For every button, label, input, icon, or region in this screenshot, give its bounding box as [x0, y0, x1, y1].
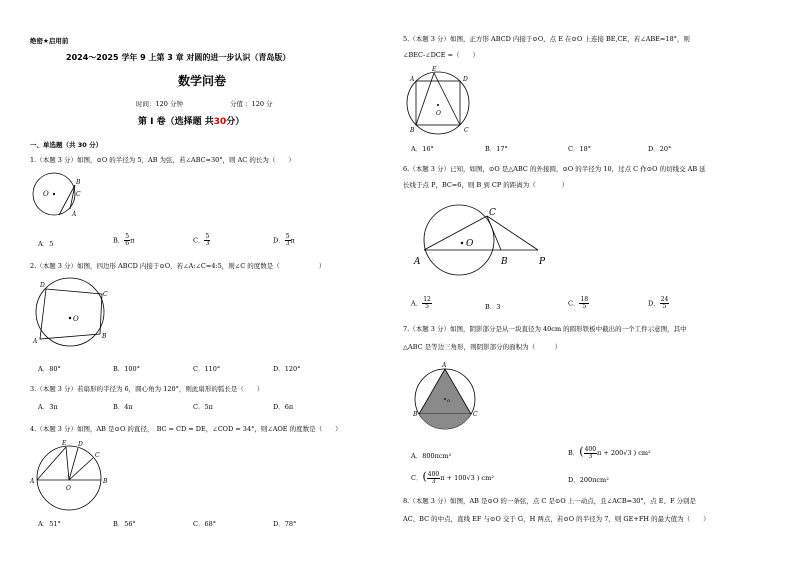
q1-option-c-label: C． — [193, 236, 205, 245]
q2-label-a: A — [33, 338, 38, 345]
q1-option-b-tail: π — [130, 236, 135, 245]
section-title: 一、单选题（共 30 分） — [30, 141, 103, 149]
q5-label-o: O — [436, 110, 441, 117]
q7-option-b-fraction — [584, 447, 597, 460]
q5-label-c: C — [464, 127, 469, 134]
q4-option-a[interactable]: A．51° — [38, 520, 61, 528]
q1-label-o: O — [43, 190, 49, 198]
q1-label-a: A — [72, 211, 77, 218]
part-score: 30 — [213, 117, 227, 127]
q6-label-o: O — [466, 239, 474, 249]
subject-title: 数学问卷 — [178, 74, 227, 88]
q6-figure — [413, 205, 553, 275]
q6-option-b[interactable]: B．3 — [485, 303, 501, 311]
q2-stem: 2.（本题 3 分）如图，四边形 ABCD 内接于⊙O，若∠A:∠C=4:5，则∠C 的度数是（ ） — [30, 262, 326, 270]
exam-title: 2024～2025 学年 9 上第 3 章 对圆的进一步认识（青岛版） — [66, 53, 291, 62]
q2-circle — [36, 278, 104, 346]
q5-stem-line1: 5.（本题 3 分）如图，正方形 ABCD 内接于⊙O，点 E 在⊙O 上连接 BE,CE，若∠ABE=18°，则 — [403, 35, 690, 43]
q2-label-o: O — [73, 315, 79, 323]
q1-option-b-den: 6 — [125, 240, 130, 247]
q4-label-b: B — [103, 478, 108, 485]
q7-option-d[interactable]: D．200πcm² — [568, 476, 609, 484]
q1-label-b: B — [76, 179, 81, 186]
q1-option-b-label: B． — [113, 236, 125, 245]
q2-option-c[interactable]: C．110° — [193, 365, 221, 373]
q4-radius-e — [66, 447, 69, 480]
q7-stem-line1: 7.（本题 3 分）如图，阴影部分是从一块直径为 40cm 的圆形铁板中截出的一个工件示意图，其中 — [403, 325, 687, 333]
q1-stem: 1.（本题 3 分）如图，⊙O 的半径为 5，AB 为弦，若∠ABC=30°，则 AC 的长为（ ） — [30, 156, 295, 164]
q2-option-d[interactable]: D．120° — [273, 365, 301, 373]
q7-triangle — [419, 369, 471, 414]
q4-figure — [32, 440, 112, 500]
q6-label-b: B — [501, 257, 508, 267]
q1-figure — [32, 172, 92, 222]
q1-label-c: C — [76, 191, 81, 198]
q2-label-b: B — [102, 333, 107, 340]
q7-center-dot — [444, 398, 446, 400]
q4-label-e: E — [62, 440, 67, 447]
q1-option-a[interactable]: A．5 — [38, 240, 54, 248]
q7-option-b-den: 3 — [588, 452, 593, 460]
q4-label-c: C — [95, 452, 100, 459]
q5-label-b: B — [410, 127, 415, 134]
q6-option-d[interactable] — [648, 297, 669, 310]
q3-option-c[interactable]: C．5π — [193, 403, 213, 411]
part-title-post: 分） — [226, 117, 245, 127]
secret-label: 绝密★启用前 — [30, 37, 69, 45]
q6-line-ac — [424, 216, 487, 250]
q4-radius-d — [69, 448, 78, 480]
q4-chord-ae — [37, 447, 66, 480]
q5-center-dot — [437, 104, 439, 106]
q3-option-d[interactable]: D．6π — [273, 403, 294, 411]
q7-option-c-fraction — [427, 472, 440, 485]
q1-option-c[interactable] — [193, 234, 210, 247]
q6-option-a-label: A． — [411, 299, 423, 308]
q7-figure — [413, 362, 483, 434]
q1-chord — [70, 185, 75, 209]
q7-option-c-num: 400 — [427, 470, 440, 478]
q1-option-d[interactable] — [273, 234, 295, 247]
q8-stem-line1: 8.（本题 3 分）如图，AB 是⊙O 的一条弦，点 C 是⊙O 上一动点，且∠ACB=30°，点 E、F 分别是 — [403, 497, 697, 505]
q3-stem: 3.（本题 3 分）若扇形的半径为 6，圆心角为 120°，则此扇形的弧长是（ ） — [30, 385, 264, 393]
q7-option-b-label: B． — [568, 449, 580, 457]
q3-option-b[interactable]: B．4π — [113, 403, 133, 411]
q6-option-c[interactable] — [568, 297, 589, 310]
q5-stem-line2: ∠BEC-∠DCE =（ ） — [403, 51, 480, 59]
q6-label-c: C — [489, 208, 496, 218]
q2-option-a[interactable]: A．80° — [38, 365, 61, 373]
q1-center-dot — [53, 193, 55, 195]
q6-option-c-den: 5 — [582, 303, 587, 310]
q4-stem: 4.（本题 3 分）如图，AB 是⊙O 的直径， BC = CD = DE，∠COD = 34°，则∠AOE 的度数是（ ） — [30, 425, 342, 433]
q5-label-a: A — [410, 76, 415, 83]
q5-figure — [406, 65, 476, 137]
q6-option-a-den: 5 — [425, 303, 429, 310]
q7-option-c[interactable]: C．( $\frac{400}{3}$ π + 100√3 ) cm² — [411, 470, 494, 485]
q1-option-d-num: 5 — [285, 233, 290, 240]
q2-label-d: D — [40, 282, 45, 289]
q2-quadrilateral — [40, 289, 102, 339]
part-title — [138, 117, 244, 128]
q6-stem-line1: 6.（本题 3 分）已知，如图，⊙O 是△ABC 的外接圆，⊙O 的半径为 10，过点 C 作⊙O 的切线交 AB 延 — [403, 165, 706, 173]
q2-option-b[interactable]: B．100° — [113, 365, 140, 373]
q7-option-b-tail: π + 200√3 ) cm² — [597, 449, 651, 457]
q6-option-d-num: 24 — [660, 296, 669, 303]
q5-option-a[interactable]: A．16° — [411, 145, 434, 153]
q1-option-b[interactable] — [113, 234, 134, 247]
q4-radius-c — [69, 458, 93, 480]
q5-option-c[interactable]: C．18° — [568, 145, 591, 153]
q4-label-o: O — [66, 485, 71, 492]
q7-option-b[interactable]: B．( $\frac{400}{3}$ π + 200√3 ) cm² — [568, 445, 651, 460]
q6-option-c-fraction — [579, 297, 589, 310]
q5-label-e: E — [432, 66, 437, 73]
q6-center-dot — [461, 242, 463, 244]
q1-option-c-den: 3 — [205, 240, 210, 247]
q6-option-d-fraction — [660, 297, 670, 310]
q6-option-d-label: D． — [648, 299, 660, 308]
q2-label-c: C — [103, 291, 108, 298]
q5-square — [416, 81, 460, 125]
q6-option-a-num: 12 — [423, 296, 431, 303]
q7-label-c: C — [473, 411, 478, 418]
q8-stem-line2: AC、BC 的中点，直线 EF 与⊙O 交于 G，H 两点，若⊙O 的半径为 7，则 GE+FH 的最大值为（ ） — [403, 515, 710, 523]
q6-option-c-label: C． — [568, 299, 580, 308]
q5-option-b[interactable]: B．17° — [485, 145, 508, 153]
q3-option-a[interactable]: A．3π — [38, 403, 58, 411]
q4-option-d[interactable]: D．78° — [273, 520, 297, 528]
q6-tangent-cp — [487, 216, 538, 250]
q4-label-a: A — [30, 478, 35, 485]
q6-label-p: P — [539, 257, 546, 267]
time-label: 时间：120 分钟 — [136, 100, 183, 108]
q7-option-a[interactable]: A．800πcm² — [411, 452, 452, 460]
right-column — [403, 0, 773, 561]
left-column — [28, 0, 393, 561]
score-label: 分值 ：120 分 — [230, 100, 273, 108]
q6-stem-line2: 长线于点 P，BC=6，则 B 到 CP 的距离为（ ） — [403, 181, 569, 189]
q6-circle — [424, 205, 494, 275]
q1-option-c-num: 5 — [205, 233, 210, 240]
q4-label-d: D — [78, 441, 83, 448]
q6-option-c-num: 18 — [580, 296, 589, 303]
q7-option-c-den: 3 — [431, 477, 436, 485]
q1-option-d-den: 3 — [285, 240, 290, 247]
q7-option-c-tail: π + 100√3 ) cm² — [440, 474, 494, 482]
q7-label-o: o — [447, 398, 451, 404]
q1-option-c-fraction — [204, 234, 210, 247]
q7-label-a: A — [442, 362, 447, 369]
q2-center-dot — [69, 317, 71, 319]
q5-option-d[interactable]: D．20° — [648, 145, 672, 153]
q1-option-d-tail: π — [290, 236, 295, 245]
q4-option-c[interactable]: C．68° — [193, 520, 216, 528]
q7-label-b: B — [413, 411, 418, 418]
q7-segment — [419, 414, 471, 431]
q7-option-b-num: 400 — [584, 445, 597, 453]
q5-label-d: D — [463, 76, 468, 83]
q1-option-b-num: 5 — [125, 233, 130, 240]
q7-option-c-label: C． — [411, 474, 423, 482]
q4-option-b[interactable]: B．56° — [113, 520, 136, 528]
q1-option-d-label: D． — [273, 236, 285, 245]
q2-figure — [32, 276, 112, 346]
q6-option-a-fraction — [422, 297, 432, 310]
q7-stem-line2: △ABC 是等边三角形，则阴影部分的面积为（ ） — [403, 343, 562, 351]
q6-option-d-den: 5 — [662, 303, 667, 310]
part-title-pre: 第 I 卷（选择题 共 — [138, 117, 214, 127]
q6-label-a: A — [414, 257, 421, 267]
q6-option-a[interactable] — [411, 297, 432, 310]
